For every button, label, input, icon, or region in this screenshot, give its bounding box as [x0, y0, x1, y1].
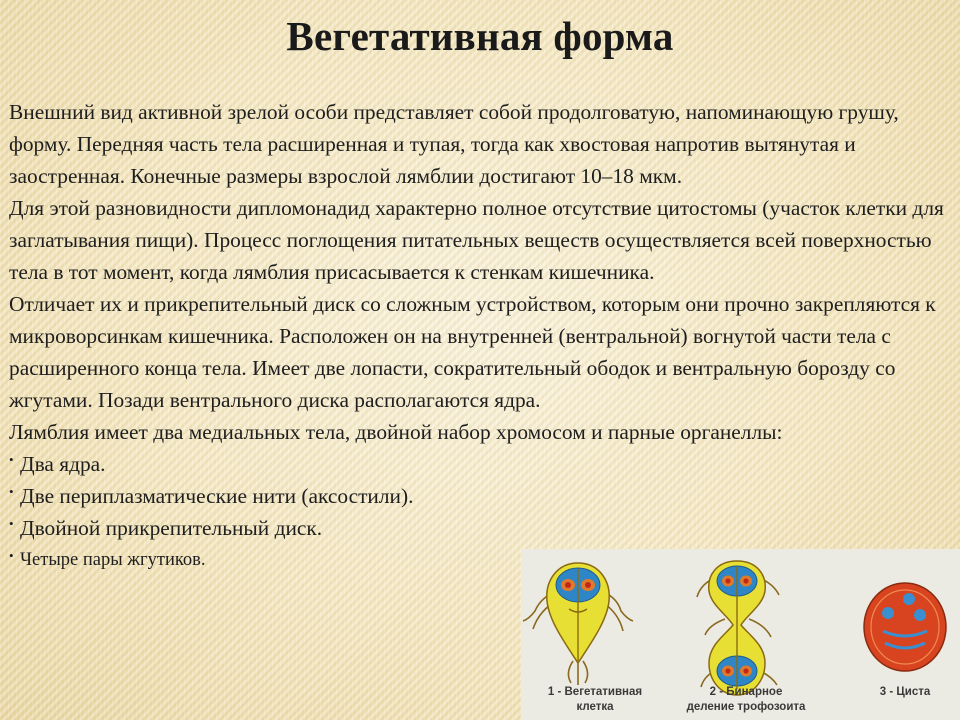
bullet-icon: •: [9, 452, 14, 467]
paragraph: Внешний вид активной зрелой особи представляет собой продолговатую, напоминающую грушу, форму. Передняя часть тела расширенная и тупая, тогда как хвостовая напротив вытянутая и заостренная. Конечные размеры взрослой лямблии достигают 10–18 мкм.: [9, 100, 899, 188]
list-item-text: Четыре пары жгутиков.: [20, 550, 206, 570]
list-item: [9, 448, 954, 480]
figure-caption: [671, 685, 821, 715]
slide-title: Вегетативная форма: [286, 13, 674, 59]
bullet-icon: •: [9, 516, 14, 531]
list-item: [9, 512, 954, 544]
paragraph: Отличает их и прикрепительный диск со сложным устройством, которым они прочно закрепляются к микроворсинкам кишечника. Расположен он на внутренней (вентральной) вогнутой части тела с расширенного конца тела. Имеет две лопасти, сократительный ободок и вентральную борозду со жгутами. Позади вентрального диска располагаются ядра.: [9, 292, 936, 412]
figure-caption: [855, 685, 955, 700]
caption-line: 1 - Вегетативная: [547, 686, 643, 698]
list-item-text: Две периплазматические нити (аксостили).: [20, 484, 414, 508]
vegetative-cell-drawing: [523, 563, 633, 685]
caption-line: деление трофозоита: [686, 701, 806, 713]
cyst-drawing: [864, 583, 946, 671]
paragraph: Лямблия имеет два медиальных тела, двойной набор хромосом и парные органеллы:: [9, 420, 783, 444]
caption-line: клетка: [576, 701, 614, 713]
list-item-text: Двойной прикрепительный диск.: [20, 516, 323, 540]
paragraph: Для этой разновидности дипломонадид характерно полное отсутствие цитостомы (участок клетки для заглатывания пищи). Процесс поглощения питательных веществ осуществляется всей поверхностью тела в тот момент, когда лямблия присасывается к стенкам кишечника.: [9, 196, 944, 284]
slide-body: [9, 96, 954, 576]
list-item: [9, 480, 954, 512]
list-item-text: Два ядра.: [20, 452, 106, 476]
caption-line: 2 - Бинарное: [709, 686, 783, 698]
bullet-icon: •: [9, 484, 14, 499]
figure-caption: [525, 685, 665, 715]
dividing-cell-drawing: [697, 561, 779, 695]
caption-line: 3 - Циста: [879, 686, 931, 698]
bullet-icon: •: [9, 548, 14, 563]
giardia-illustration: [521, 549, 960, 720]
